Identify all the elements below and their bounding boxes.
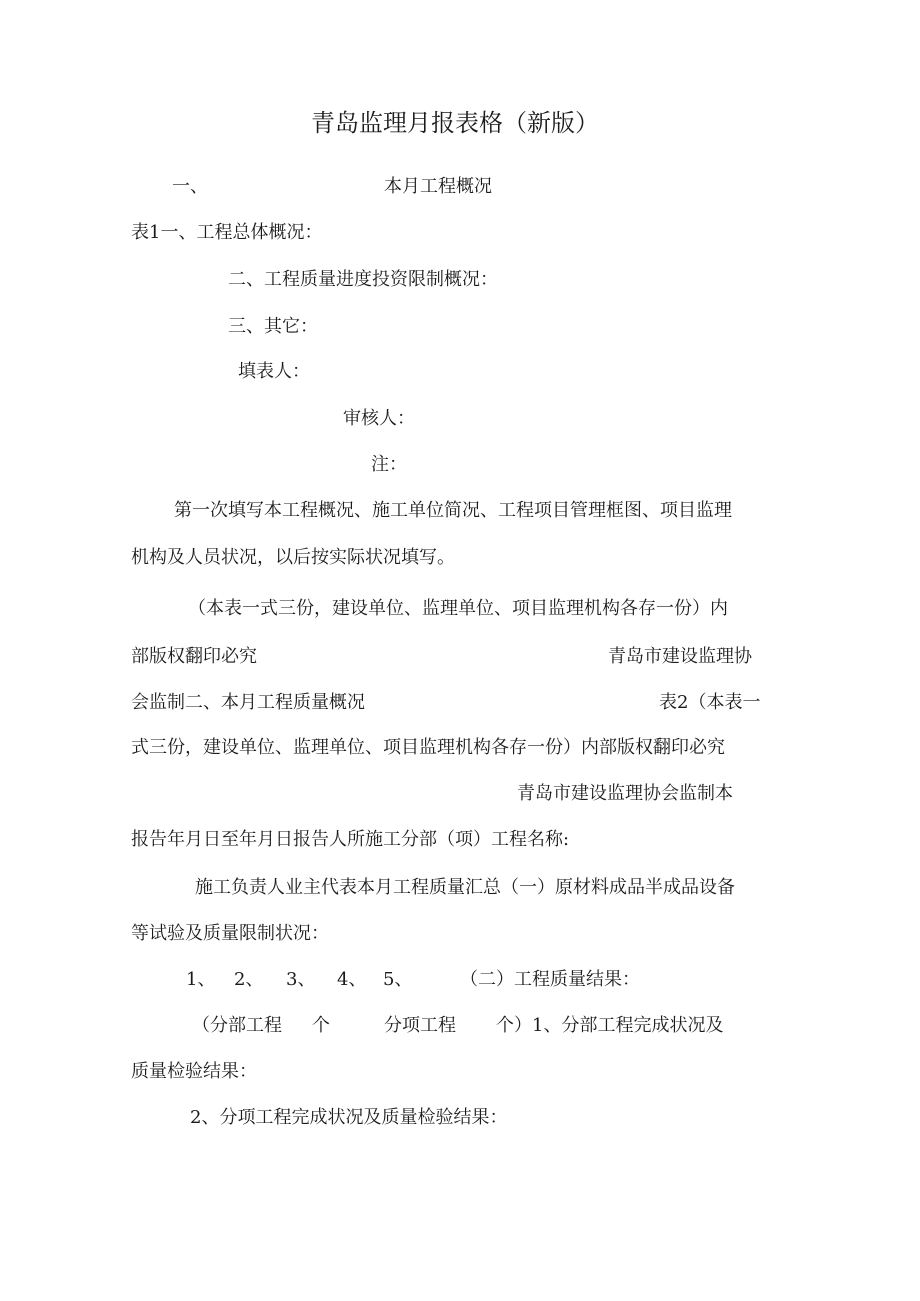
paragraph-line: 表2（本表一 [659,692,761,713]
filler-label: 填表人： [238,361,310,382]
item-other: 三、其它： [228,316,318,337]
section-number: 一、 [172,176,208,197]
reviewer-label: 审核人： [343,408,415,429]
paragraph-line: 式三份，建设单位、监理单位、项目监理机构各存一份）内部版权翻印必究 [131,737,725,758]
result-heading: （二）工程质量结果： [460,969,640,990]
paragraph-line: 等试验及质量限制状况： [131,923,329,944]
count-label: 个）1、分部工程完成状况及 [496,1015,724,1036]
count-label: 分项工程 [384,1015,456,1036]
paragraph-line: 青岛市建设监理协 [608,646,752,667]
paragraph-line: 部版权翻印必究 [131,646,257,667]
list-item: 4、 [337,969,367,990]
paragraph-line: 青岛市建设监理协会监制本 [517,783,733,804]
section-heading: 本月工程概况 [384,176,492,197]
paragraph-line: 报告年月日至年月日报告人所施工分部（项）工程名称: [131,829,570,850]
paragraph-line: 第一次填写本工程概况、施工单位简况、工程项目管理框图、项目监理 [174,500,732,521]
paragraph-line: 机构及人员状况，以后按实际状况填写。 [131,547,455,568]
document-title: 青岛监理月报表格（新版） [311,109,599,137]
paragraph-line: 会监制二、本月工程质量概况 [131,692,365,713]
note-label: 注： [371,454,407,475]
count-label: （分部工程 [192,1015,282,1036]
paragraph-line: 施工负责人业主代表本月工程质量汇总（一）原材料成品半成品设备 [195,877,735,898]
paragraph-line: 质量检验结果： [131,1061,257,1082]
paragraph-line: 2、分项工程完成状况及质量检验结果： [190,1107,508,1128]
table1-label: 表1一、工程总体概况： [131,222,323,243]
item-quality-progress: 二、工程质量进度投资限制概况： [228,269,498,290]
list-item: 2、 [234,969,264,990]
list-item: 1、 [186,969,216,990]
list-item: 3、 [286,969,316,990]
paragraph-line: （本表一式三份，建设单位、监理单位、项目监理机构各存一份）内 [188,598,728,619]
count-label: 个 [312,1015,330,1036]
list-item: 5、 [383,969,413,990]
